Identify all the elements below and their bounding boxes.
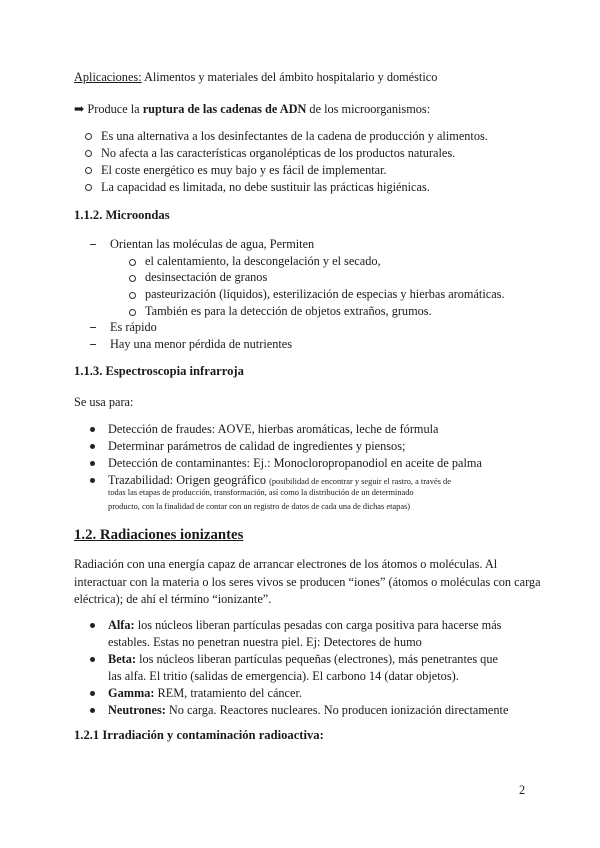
- bullet-icon: [90, 478, 95, 483]
- traceability-note-line: todas las etapas de producción, transformación, así como la distribución de un determinado: [108, 488, 414, 497]
- section-heading-ionizing: 1.2. Radiaciones ionizantes: [74, 527, 244, 543]
- beta-line-2: las alfa. El tritio (salidas de emergencia). El carbono 14 (datar objetos).: [108, 669, 459, 683]
- list-item: Detección de contaminantes: Ej.: Monocloropropanodiol en aceite de palma: [108, 456, 482, 470]
- traceability-main: Trazabilidad: Origen geográfico: [108, 473, 270, 487]
- circle-bullet-icon: [129, 259, 136, 266]
- bullet-icon: [90, 657, 95, 662]
- gamma-line: Gamma: REM, tratamiento del cáncer.: [108, 686, 302, 700]
- bullet-icon: [90, 444, 95, 449]
- circle-bullet-icon: [85, 184, 92, 191]
- applications-line: [74, 69, 437, 85]
- list-item: La capacidad es limitada, no debe sustituir las prácticas higiénicas.: [101, 180, 430, 194]
- bullet-icon: [90, 623, 95, 628]
- circle-bullet-icon: [129, 275, 136, 282]
- applications-label: Aplicaciones:: [74, 70, 142, 84]
- circle-bullet-icon: [85, 150, 92, 157]
- applications-text: Alimentos y materiales del ámbito hospitalario y doméstico: [141, 70, 438, 84]
- section-heading-microwaves: 1.1.2. Microondas: [74, 208, 170, 222]
- list-item: Detección de fraudes: AOVE, hierbas aromáticas, leche de fórmula: [108, 422, 439, 436]
- page-number: 2: [519, 783, 526, 797]
- list-item: Es rápido: [110, 320, 157, 334]
- list-item: Es una alternativa a los desinfectantes de la cadena de producción y alimentos.: [101, 129, 488, 143]
- list-item: No afecta a las características organolépticas de los productos naturales.: [101, 146, 456, 160]
- ionizing-paragraph: Radiación con una energía capaz de arrancar electrones de los átomos o moléculas. Al interactuar con la materia o los seres vivos se producen “iones” (átomos o moléculas con carga eléctrica); de ahí el término “ionizante”.: [74, 557, 541, 606]
- infrared-intro: Se usa para:: [74, 395, 134, 409]
- traceability-note-line: producto, con la finalidad de contar con un registro de datos de cada una de dichas etapas): [108, 502, 411, 511]
- dash-bullet-icon: [90, 344, 96, 345]
- list-item: Hay una menor pérdida de nutrientes: [110, 337, 292, 351]
- circle-bullet-icon: [85, 167, 92, 174]
- list-item: Determinar parámetros de calidad de ingredientes y piensos;: [108, 439, 406, 453]
- list-item: El coste energético es muy bajo y es fácil de implementar.: [101, 163, 387, 177]
- right-arrow-icon: ➡: [74, 102, 85, 116]
- traceability-line: [108, 472, 451, 488]
- uv-effect-line: ➡ Produce la ruptura de las cadenas de ADN de los microorganismos:: [74, 102, 431, 116]
- dash-bullet-icon: [90, 244, 96, 245]
- alfa-line: Alfa: los núcleos liberan partículas pesadas con carga positiva para hacerse más: [108, 618, 502, 632]
- dash-bullet-icon: [90, 327, 96, 328]
- sub-list-item: También es para la detección de objetos extraños, grumos.: [145, 304, 432, 318]
- sub-list-item: pasteurización (líquidos), esterilización de especias y hierbas aromáticas.: [145, 287, 505, 301]
- circle-bullet-icon: [129, 309, 136, 316]
- section-heading-infrared: 1.1.3. Espectroscopia infrarroja: [74, 364, 244, 378]
- circle-bullet-icon: [85, 133, 92, 140]
- beta-line: Beta: los núcleos liberan partículas pequeñas (electrones), más penetrantes que: [108, 652, 498, 666]
- list-item: Orientan las moléculas de agua, Permiten: [110, 237, 315, 251]
- uv-effect-bold: ruptura de las cadenas de ADN: [142, 102, 307, 116]
- bullet-icon: [90, 461, 95, 466]
- bullet-icon: [90, 691, 95, 696]
- section-heading-irradiation: 1.2.1 Irradiación y contaminación radioactiva:: [74, 728, 324, 742]
- bullet-icon: [90, 708, 95, 713]
- sub-list-item: desinsectación de granos: [145, 270, 268, 284]
- bullet-icon: [90, 427, 95, 432]
- sub-list-item: el calentamiento, la descongelación y el secado,: [145, 254, 381, 268]
- circle-bullet-icon: [129, 292, 136, 299]
- neutrones-line: Neutrones: No carga. Reactores nucleares. No producen ionización directamente: [108, 703, 509, 717]
- traceability-note: (posibilidad de encontrar y seguir el rastro, a través de: [269, 477, 451, 486]
- alfa-line-2: estables. Estas no penetran nuestra piel. Ej: Detectores de humo: [108, 635, 422, 649]
